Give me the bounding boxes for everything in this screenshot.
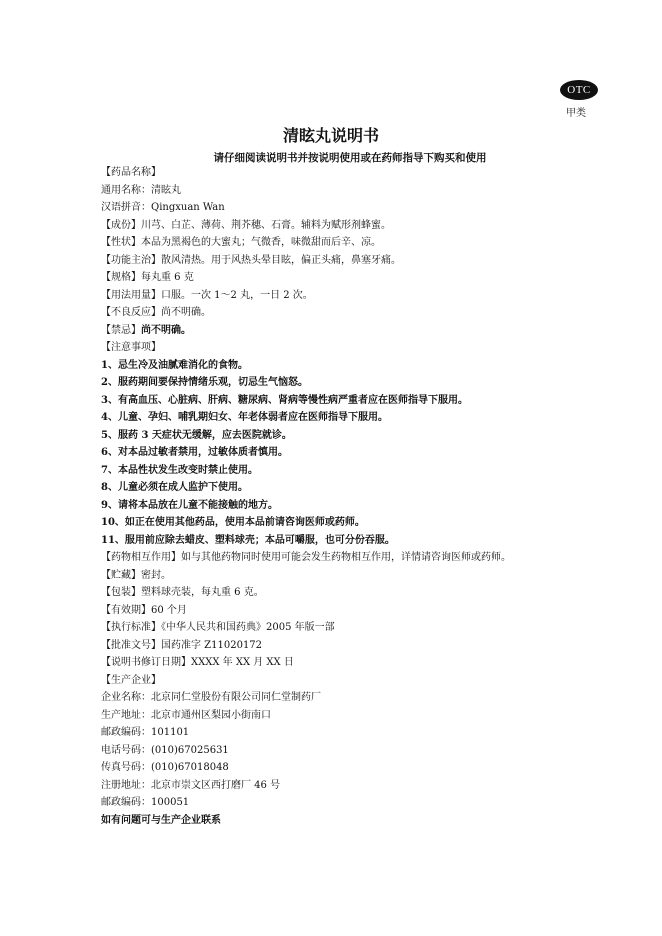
leaflet-line: 【不良反应】尚不明确。: [101, 307, 211, 318]
leaflet-line: 如有问题可与生产企业联系: [101, 814, 221, 826]
otc-label: OTC: [567, 84, 591, 96]
leaflet-line: 【批准文号】国药准字 Z11020172: [101, 639, 263, 651]
leaflet-line: 传真号码：(010)67018048: [101, 762, 229, 773]
leaflet-line: 11、服用前应除去蜡皮、塑料球壳；本品可嚼服，也可分份吞服。: [101, 534, 395, 546]
otc-badge: [560, 80, 598, 100]
leaflet-line: 汉语拼音：Qingxuan Wan: [101, 202, 225, 213]
leaflet-line: 【执行标准】《中华人民共和国药典》2005 年版一部: [101, 622, 335, 633]
leaflet-line: 企业名称：北京同仁堂股份有限公司同仁堂制药厂: [101, 692, 321, 703]
leaflet-line: [101, 322, 641, 340]
leaflet-line: 邮政编码：100051: [101, 797, 190, 808]
leaflet-line: 邮政编码：101101: [101, 727, 190, 738]
line-heading: 【禁忌】: [101, 324, 141, 336]
leaflet-line: 【功能主治】散风清热。用于风热头晕目眩，偏正头痛，鼻塞牙痛。: [101, 254, 401, 266]
line-content: 尚不明确。: [141, 324, 191, 336]
leaflet-line: 【包装】塑料球壳装，每丸重 6 克。: [101, 587, 264, 598]
document-title: 清眩丸说明书: [282, 126, 379, 145]
document-subtitle: 请仔细阅读说明书并按说明使用或在药师指导下购买和使用: [213, 152, 487, 164]
leaflet-line: 【注意事项】: [101, 342, 161, 353]
leaflet-line: 9、请将本品放在儿童不能接触的地方。: [101, 499, 278, 511]
leaflet-line: 【贮藏】密封。: [101, 569, 171, 581]
leaflet-line: 1、忌生冷及油腻难消化的食物。: [101, 359, 248, 371]
leaflet-line: 【说明书修订日期】XXXX 年 XX 月 XX 日: [101, 657, 294, 668]
leaflet-line: 生产地址：北京市通州区梨园小街南口: [101, 709, 271, 721]
leaflet-line: 5、服药 3 天症状无缓解，应去医院就诊。: [101, 429, 292, 441]
leaflet-line: 【成份】川芎、白芷、薄荷、荆芥穗、石膏。辅料为赋形剂蜂蜜。: [101, 219, 391, 231]
leaflet-line: 【性状】本品为黑褐色的大蜜丸；气微香，味微甜而后辛、凉。: [101, 237, 381, 248]
leaflet-line: 通用名称：清眩丸: [101, 184, 181, 196]
otc-class-label: 甲类: [566, 108, 586, 119]
leaflet-line: 【药物相互作用】如与其他药物同时使用可能会发生药物相互作用，详情请咨询医师或药师。: [101, 552, 511, 563]
leaflet-line: 【生产企业】: [101, 674, 161, 686]
leaflet-line: 注册地址：北京市崇文区西打磨厂 46 号: [101, 779, 281, 791]
leaflet-line: 电话号码：(010)67025631: [101, 744, 229, 756]
leaflet-line: 10、如正在使用其他药品，使用本品前请咨询医师或药师。: [101, 517, 365, 528]
leaflet-body: [101, 164, 641, 829]
leaflet-line: 2、服药期间要保持情绪乐观，切忌生气恼怒。: [101, 377, 308, 388]
leaflet-line: 【规格】每丸重 6 克: [101, 272, 194, 283]
leaflet-line: 【药品名称】: [101, 167, 161, 178]
leaflet-line: 6、对本品过敏者禁用，过敏体质者慎用。: [101, 447, 288, 458]
leaflet-line: 4、儿童、孕妇、哺乳期妇女、年老体弱者应在医师指导下服用。: [101, 412, 388, 423]
leaflet-line: 7、本品性状发生改变时禁止使用。: [101, 464, 258, 476]
leaflet-line: 【用法用量】口服。一次 1～2 丸，一日 2 次。: [101, 289, 313, 301]
leaflet-line: 3、有高血压、心脏病、肝病、糖尿病、肾病等慢性病严重者应在医师指导下服用。: [101, 394, 468, 406]
leaflet-line: 【有效期】60 个月: [101, 604, 187, 616]
leaflet-line: 8、儿童必须在成人监护下使用。: [101, 482, 248, 493]
